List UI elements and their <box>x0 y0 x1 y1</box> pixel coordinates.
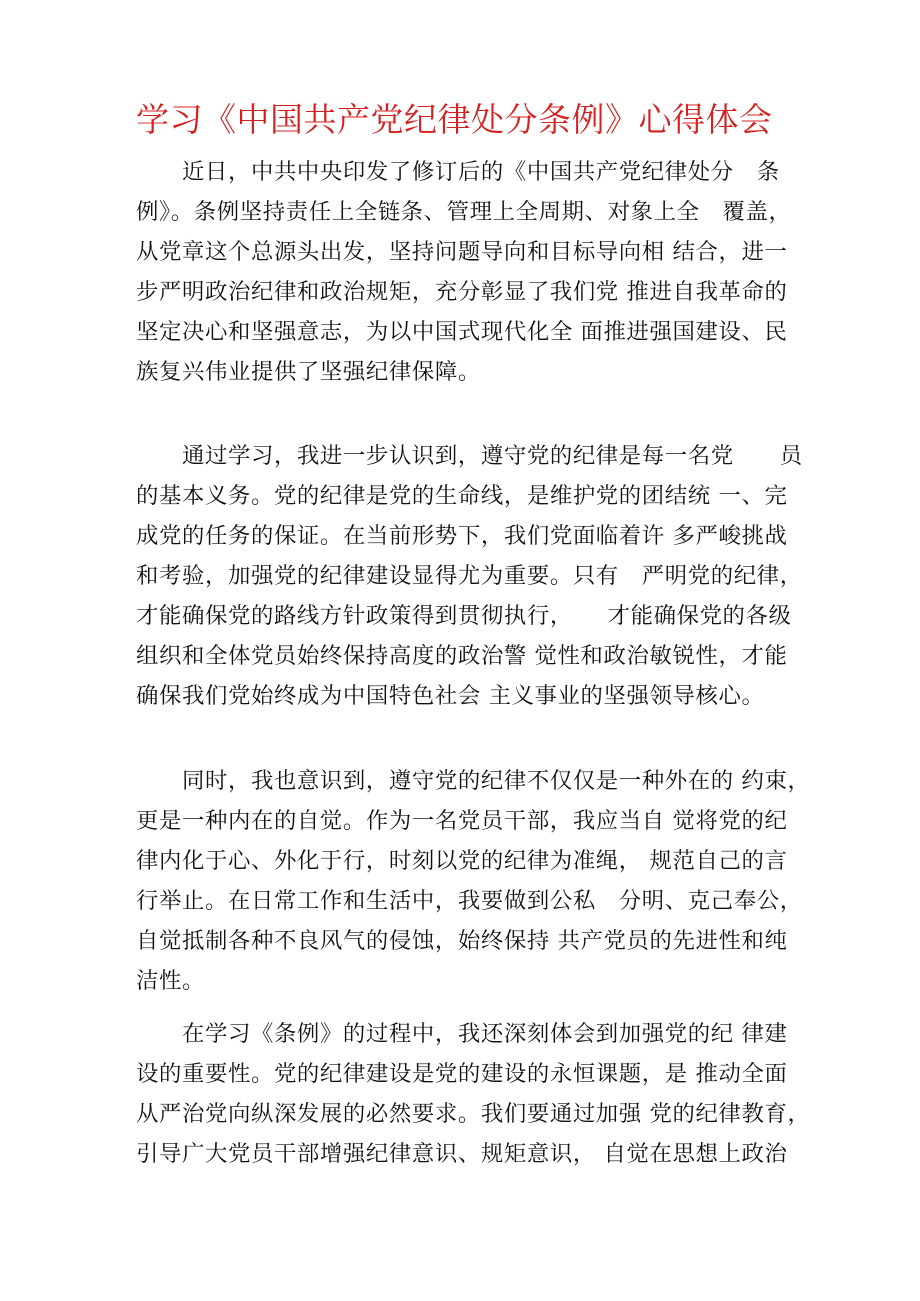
paragraph-line: 设的重要性。党的纪律建设是党的建设的永恒课题，是 推动全面 <box>136 1061 788 1087</box>
document-title: 学习《中国共产党纪律处分条例》心得体会 <box>136 100 773 139</box>
paragraph-line: 组织和全体党员始终保持高度的政治警 觉性和政治敏锐性，才能 <box>136 643 788 669</box>
paragraph-line: 律内化于心、外化于行，时刻以党的纪律为准绳， 规范自己的言 <box>136 848 788 874</box>
paragraph-line: 坚定决心和坚强意志，为以中国式现代化全 面推进强国建设、民 <box>136 319 788 345</box>
paragraph-line: 同时，我也意识到，遵守党的纪律不仅仅是一种外在的 约束， <box>136 768 811 794</box>
paragraph-line: 才能确保党的路线方针政策得到贯彻执行， 才能确保党的各级 <box>136 603 792 629</box>
paragraph-4 <box>136 1014 811 1174</box>
paragraph-line: 近日，中共中央印发了修订后的《中国共产党纪律处分 条 <box>136 159 780 185</box>
paragraph-line: 例》。条例坚持责任上全链条、管理上全周期、对象上全 覆盖， <box>136 199 792 225</box>
paragraph-line: 的基本义务。党的纪律是党的生命线，是维护党的团结统 一、完 <box>136 483 788 509</box>
paragraph-line: 洁性。 <box>136 968 205 994</box>
paragraph-line: 和考验，加强党的纪律建设显得尤为重要。只有 严明党的纪律， <box>136 563 803 589</box>
paragraph-line: 通过学习，我进一步认识到，遵守党的纪律是每一名党 员 <box>136 443 803 469</box>
paragraph-line: 行举止。在日常工作和生活中，我要做到公私 分明、克己奉公， <box>136 888 803 914</box>
paragraph-line: 自觉抵制各种不良风气的侵蚀，始终保持 共产党员的先进性和纯 <box>136 928 788 954</box>
paragraph-2 <box>136 436 803 716</box>
paragraph-line: 从党章这个总源头出发，坚持问题导向和目标导向相 结合，进一 <box>136 239 788 265</box>
paragraph-line: 族复兴伟业提供了坚强纪律保障。 <box>136 359 481 385</box>
paragraph-line: 在学习《条例》的过程中，我还深刻体会到加强党的纪 律建 <box>136 1021 788 1047</box>
paragraph-line: 步严明政治纪律和政治规矩，充分彰显了我们党 推进自我革命的 <box>136 279 788 305</box>
paragraph-line: 确保我们党始终成为中国特色社会 主义事业的坚强领导核心。 <box>136 683 765 709</box>
paragraph-1 <box>136 152 796 392</box>
paragraph-line: 成党的任务的保证。在当前形势下，我们党面临着许 多严峻挑战 <box>136 523 788 549</box>
paragraph-line: 从严治党向纵深发展的必然要求。我们要通过加强 党的纪律教育， <box>136 1101 811 1127</box>
paragraph-3 <box>136 761 811 1001</box>
paragraph-line: 更是一种内在的自觉。作为一名党员干部，我应当自 觉将党的纪 <box>136 808 788 834</box>
paragraph-line: 引导广大党员干部增强纪律意识、规矩意识， 自觉在思想上政治 <box>136 1141 788 1167</box>
